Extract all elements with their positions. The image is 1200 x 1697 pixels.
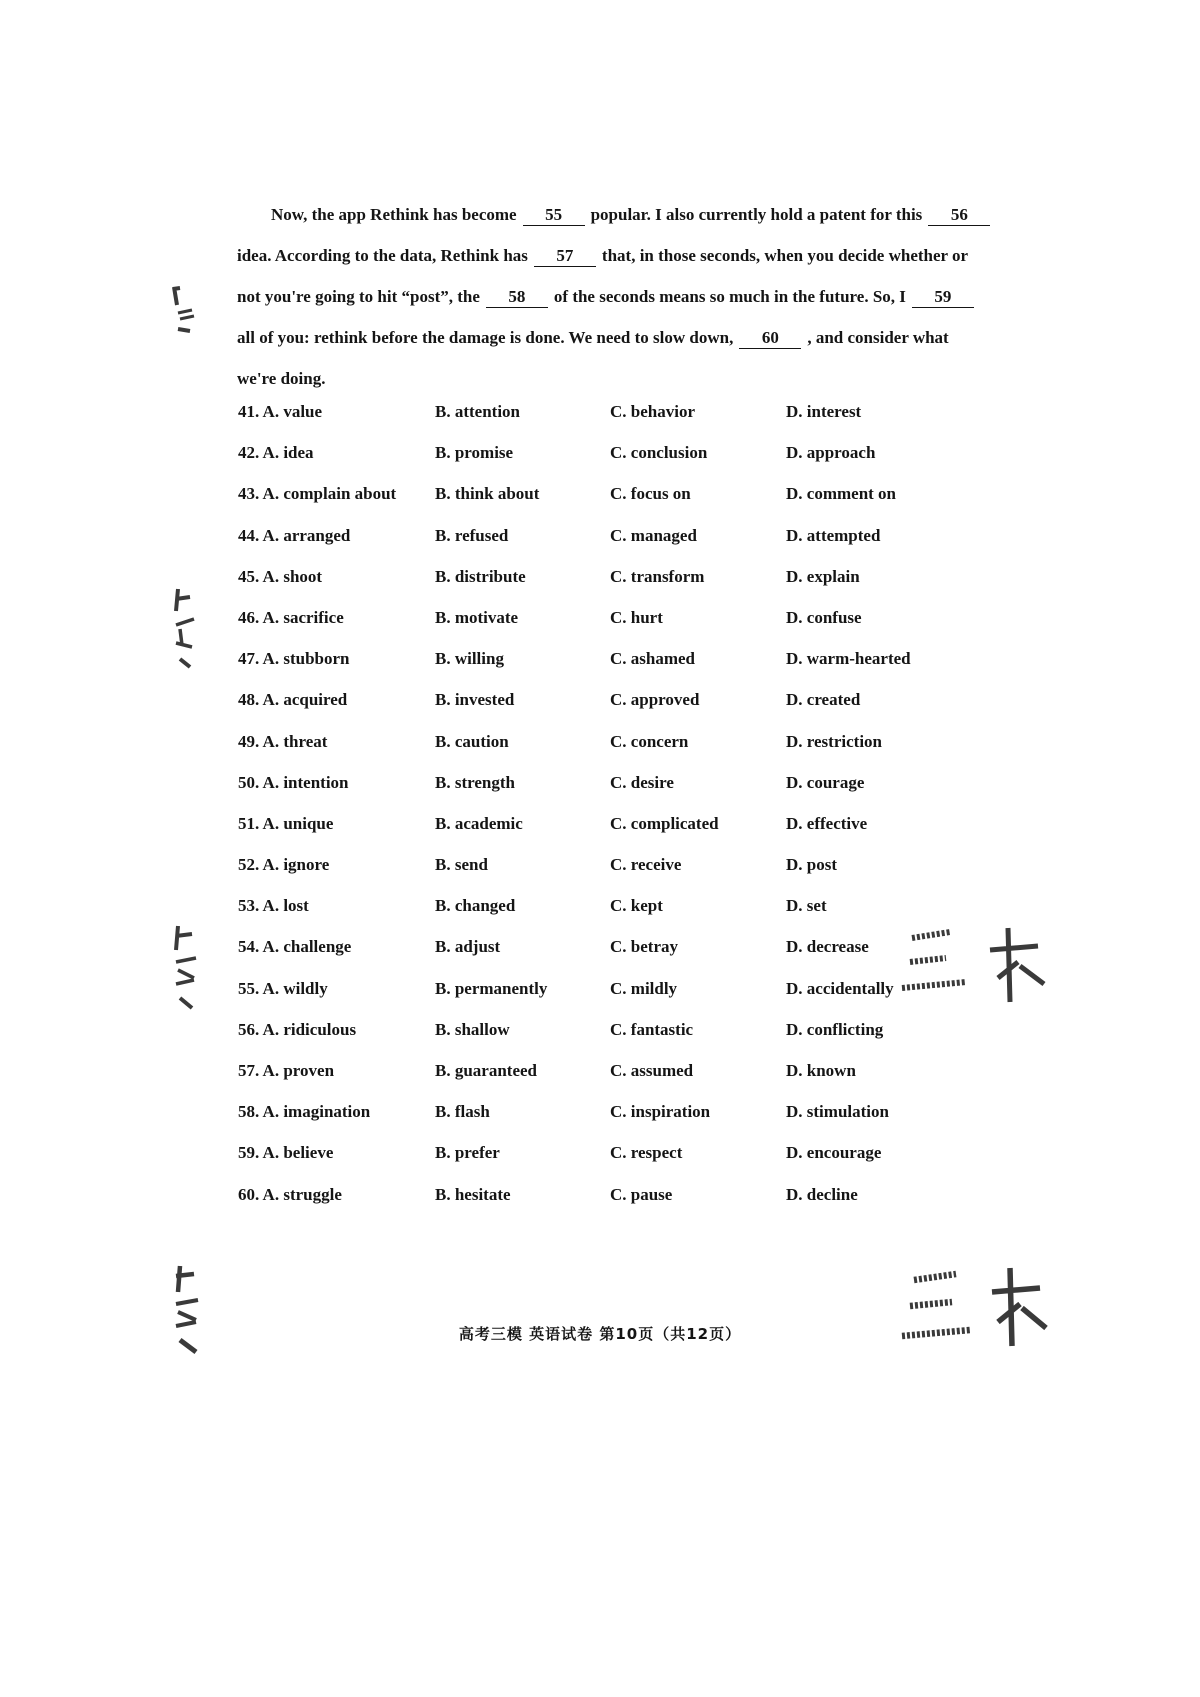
question-row [238, 1185, 998, 1226]
option-b: B. willing [435, 649, 504, 669]
option-b: B. motivate [435, 607, 519, 627]
option-b: B. caution [435, 731, 509, 751]
watermark-mark-left-1 [168, 283, 202, 341]
passage-text: idea. According to the data, Rethink has [237, 246, 528, 265]
option-d: D. approach [786, 443, 876, 463]
option-d: D. courage [786, 772, 865, 792]
question-row [238, 484, 998, 525]
option-c: C. managed [610, 525, 697, 545]
option-a: 49. A. threat [238, 731, 328, 751]
option-b: B. shallow [435, 1019, 510, 1039]
passage-text: , and consider what [807, 328, 949, 347]
option-a: 52. A. ignore [238, 855, 330, 875]
passage-paragraph [237, 194, 995, 399]
option-c: C. inspiration [610, 1102, 711, 1122]
option-a: 56. A. ridiculous [238, 1019, 357, 1039]
option-c: C. behavior [610, 402, 695, 421]
watermark-mark-left-4 [168, 1262, 206, 1356]
passage-line-5: we're doing. [237, 369, 326, 388]
option-a: 50. A. intention [238, 772, 349, 792]
option-b: B. invested [435, 690, 515, 710]
option-c: C. ashamed [610, 649, 696, 669]
option-b: B. attention [435, 402, 520, 421]
question-row [238, 608, 998, 649]
option-d: D. comment on [786, 484, 897, 504]
question-row [238, 649, 998, 690]
question-row [238, 567, 998, 608]
question-row [238, 690, 998, 731]
passage-text: that, in those seconds, when you decide whether or [601, 246, 969, 265]
option-d: D. effective [786, 813, 868, 833]
passage-line-4 [237, 317, 995, 358]
option-b: B. permanently [435, 978, 548, 998]
option-d: D. post [786, 855, 838, 875]
option-d: D. set [786, 896, 827, 916]
blank-55: 55 [523, 205, 585, 226]
option-b: B. promise [435, 443, 514, 463]
watermark-mark-left-2 [168, 585, 202, 675]
question-row [238, 1102, 998, 1143]
option-c: C. fantastic [610, 1019, 694, 1039]
passage-line-1 [237, 194, 995, 235]
option-d: D. interest [786, 402, 862, 421]
option-a: 42. A. idea [238, 443, 314, 463]
option-a: 46. A. sacrifice [238, 607, 344, 627]
option-b: B. hesitate [435, 1184, 511, 1204]
option-d: D. decline [786, 1184, 858, 1204]
question-row [238, 1143, 998, 1184]
option-b: B. distribute [435, 566, 526, 586]
option-d: D. known [786, 1061, 856, 1080]
option-a: 57. A. proven [238, 1061, 335, 1080]
option-a: 53. A. lost [238, 896, 309, 916]
option-c: C. hurt [610, 607, 663, 627]
option-d: D. explain [786, 566, 860, 586]
question-row [238, 1020, 998, 1061]
option-b: B. send [435, 855, 488, 875]
option-d: D. warm-hearted [786, 649, 911, 669]
option-a: 60. A. struggle [238, 1184, 342, 1204]
question-row [238, 896, 998, 937]
option-a: 44. A. arranged [238, 525, 351, 545]
option-a: 54. A. challenge [238, 937, 352, 957]
option-d: D. accidentally [786, 978, 894, 998]
option-a: 55. A. wildly [238, 978, 328, 998]
option-c: C. betray [610, 937, 678, 957]
option-c: C. pause [610, 1184, 673, 1204]
watermark-mark-right-2 [898, 1262, 1050, 1354]
blank-56: 56 [928, 205, 990, 226]
blank-59: 59 [912, 287, 974, 308]
option-a: 48. A. acquired [238, 690, 348, 710]
option-c: C. approved [610, 690, 700, 710]
option-a: 45. A. shoot [238, 566, 323, 586]
option-c: C. kept [610, 896, 663, 916]
option-d: D. created [786, 690, 861, 710]
option-b: B. strength [435, 772, 515, 792]
question-row [238, 773, 998, 814]
passage-text: all of you: rethink before the damage is done. We need to slow down, [237, 328, 734, 347]
watermark-mark-right-1 [898, 922, 1050, 1010]
passage-line-3 [237, 276, 995, 317]
passage-text: Now, the app Rethink has become [271, 205, 517, 224]
option-d: D. restriction [786, 731, 882, 751]
option-a: 47. A. stubborn [238, 649, 350, 669]
option-b: B. refused [435, 525, 509, 545]
question-row [238, 979, 998, 1020]
question-row [238, 732, 998, 773]
option-c: C. respect [610, 1143, 683, 1163]
option-b: B. adjust [435, 937, 501, 957]
option-c: C. complicated [610, 813, 719, 833]
option-d: D. encourage [786, 1143, 882, 1163]
blank-58: 58 [486, 287, 548, 308]
option-c: C. conclusion [610, 443, 708, 463]
option-b: B. guaranteed [435, 1061, 537, 1080]
option-b: B. flash [435, 1102, 490, 1122]
question-row [238, 1061, 998, 1102]
question-row [238, 814, 998, 855]
option-b: B. academic [435, 813, 523, 833]
blank-60: 60 [739, 328, 801, 349]
option-c: C. receive [610, 855, 682, 875]
option-a: 41. A. value [238, 402, 323, 421]
answer-options [238, 402, 998, 1226]
option-b: B. think about [435, 484, 540, 504]
option-c: C. focus on [610, 484, 691, 504]
option-c: C. desire [610, 772, 674, 792]
passage-line-2 [237, 235, 995, 276]
option-a: 59. A. believe [238, 1143, 334, 1163]
blank-57: 57 [534, 246, 596, 267]
passage-text: popular. I also currently hold a patent for this [590, 205, 923, 224]
option-c: C. mildly [610, 978, 678, 998]
option-b: B. changed [435, 896, 516, 916]
option-d: D. confuse [786, 607, 862, 627]
passage-text: not you're going to hit “post”, the [237, 287, 480, 306]
watermark-mark-left-3 [168, 922, 204, 1014]
option-c: C. concern [610, 731, 689, 751]
option-a: 51. A. unique [238, 813, 334, 833]
option-b: B. prefer [435, 1143, 500, 1163]
option-d: D. decrease [786, 937, 869, 957]
option-a: 58. A. imagination [238, 1102, 371, 1122]
option-a: 43. A. complain about [238, 484, 397, 504]
question-row [238, 526, 998, 567]
option-c: C. transform [610, 566, 705, 586]
option-d: D. stimulation [786, 1102, 889, 1122]
option-c: C. assumed [610, 1061, 694, 1080]
option-d: D. conflicting [786, 1019, 884, 1039]
option-d: D. attempted [786, 525, 881, 545]
question-row [238, 402, 998, 443]
page-footer: 高考三模 英语试卷 第10页（共12页） [458, 1325, 742, 1343]
passage-text: of the seconds means so much in the future. So, I [553, 287, 906, 306]
question-row [238, 855, 998, 896]
question-row [238, 937, 998, 978]
question-row [238, 443, 998, 484]
